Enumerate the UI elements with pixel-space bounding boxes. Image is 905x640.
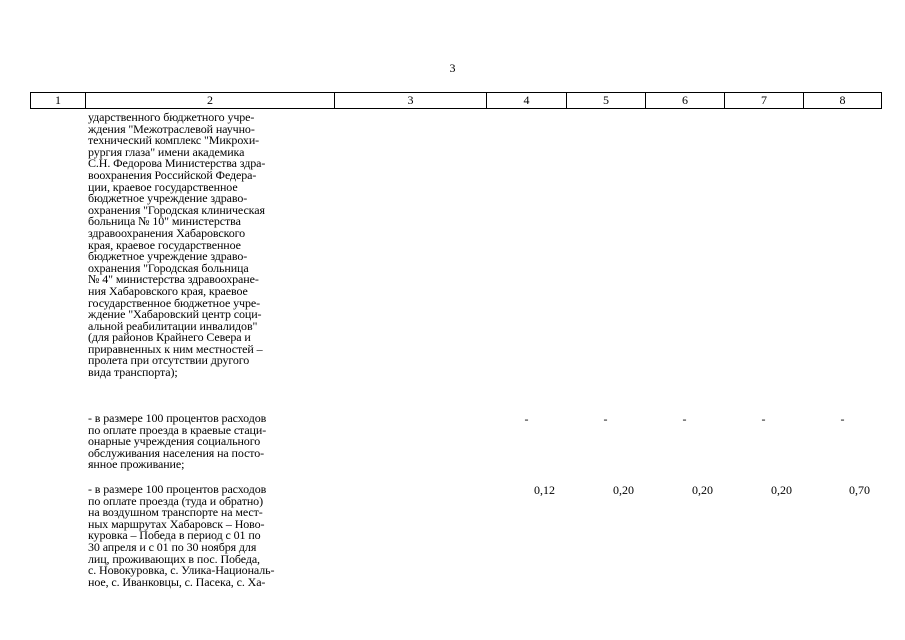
text-line: приравненных к ним местностей – xyxy=(88,341,263,356)
text-line: ударственного бюджетного учре- xyxy=(88,110,255,124)
text-line: здравоохранения Хабаровского xyxy=(88,225,246,240)
text-line: альной реабилитации инвалидов" xyxy=(88,318,258,333)
text-line: ждение "Хабаровский центр соци- xyxy=(88,307,262,322)
row-description xyxy=(88,484,333,588)
value-col-6: 0,20 xyxy=(692,483,713,497)
text-line: края, краевое государственное xyxy=(88,237,241,252)
header-col-6: 6 xyxy=(646,93,725,109)
text-line: воохранения Российской Федера- xyxy=(88,167,257,182)
text-line: 30 апреля и с 01 по 30 ноября для xyxy=(88,539,257,554)
text-line: охранения "Городская клиническая xyxy=(88,202,265,217)
text-line: (для районов Крайнего Севера и xyxy=(88,330,251,345)
text-line: вида транспорта); xyxy=(88,365,178,380)
header-col-4: 4 xyxy=(487,93,567,109)
text-line: на воздушном транспорте на мест- xyxy=(88,505,263,520)
header-col-3: 3 xyxy=(335,93,487,109)
page-number: 3 xyxy=(449,61,456,75)
value-col-7: 0,20 xyxy=(771,483,792,497)
text-line: ных маршрутах Хабаровск – Ново- xyxy=(88,516,265,531)
row-description xyxy=(88,112,333,379)
row-description xyxy=(88,413,333,471)
text-line: бюджетное учреждение здраво- xyxy=(88,191,248,206)
value-col-5: 0,20 xyxy=(613,483,634,497)
text-line: пролета при отсутствии другого xyxy=(88,353,250,368)
header-col-1: 1 xyxy=(31,93,86,109)
text-line: ное, с. Иванковцы, с. Пасека, с. Ха- xyxy=(88,574,266,589)
header-col-5: 5 xyxy=(567,93,646,109)
text-line: по оплате проезда (туда и обратно) xyxy=(88,493,263,508)
value-col-7: - xyxy=(761,412,766,426)
text-line: технический комплекс "Микрохи- xyxy=(88,133,260,148)
text-line: лиц, проживающих в пос. Победа, xyxy=(88,551,260,566)
value-col-4: 0,12 xyxy=(534,483,555,497)
text-line: - в размере 100 процентов расходов xyxy=(88,411,267,425)
text-line: бюджетное учреждение здраво- xyxy=(88,249,248,264)
text-line: - в размере 100 процентов расходов xyxy=(88,482,267,496)
value-col-8: - xyxy=(840,412,845,426)
text-line: рургия глаза" имени академика xyxy=(88,144,245,159)
text-line: ции, краевое государственное xyxy=(88,179,238,194)
text-line: куровка – Победа в период с 01 по xyxy=(88,528,261,543)
text-line: янное проживание; xyxy=(88,457,185,472)
text-line: больница № 10" министерства xyxy=(88,214,241,229)
value-col-6: - xyxy=(682,412,687,426)
text-line: с. Новокуровка, с. Улика-Националь- xyxy=(88,563,275,578)
value-col-5: - xyxy=(603,412,608,426)
text-line: охранения "Городская больница xyxy=(88,260,249,275)
header-col-7: 7 xyxy=(725,93,804,109)
text-line: № 4" министерства здравоохране- xyxy=(88,272,259,287)
text-line: по оплате проезда в краевые стаци- xyxy=(88,422,267,437)
value-col-4: - xyxy=(524,412,529,426)
column-number-header xyxy=(30,92,882,109)
text-line: обслуживания населения на посто- xyxy=(88,445,265,460)
text-line: ния Хабаровского края, краевое xyxy=(88,283,248,298)
header-col-8: 8 xyxy=(804,93,882,109)
value-col-8: 0,70 xyxy=(849,483,870,497)
text-line: С.Н. Федорова Министерства здра- xyxy=(88,156,266,171)
text-line: ждения "Межотраслевой научно- xyxy=(88,121,255,136)
header-col-2: 2 xyxy=(86,93,335,109)
text-line: онарные учреждения социального xyxy=(88,434,261,449)
text-line: государственное бюджетное учре- xyxy=(88,295,260,310)
